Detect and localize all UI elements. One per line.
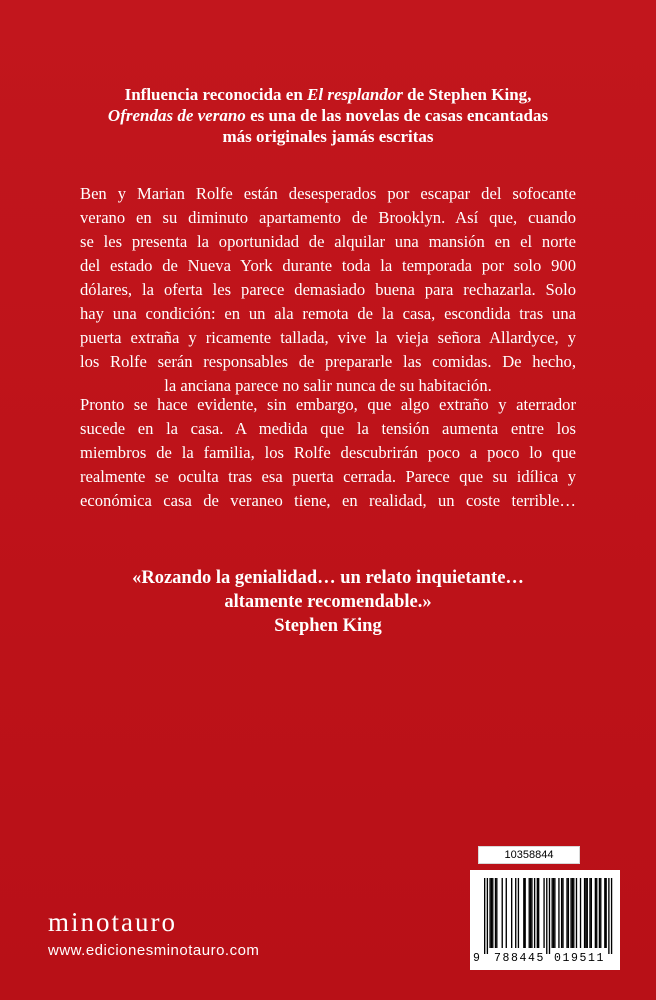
barcode-bar	[606, 878, 607, 948]
text-line: del estado de Nueva York durante toda la temporada por solo 900	[80, 256, 576, 275]
tagline-line-3: más originales jamás escritas	[222, 127, 434, 146]
barcode-bar	[599, 878, 600, 948]
barcode-bar	[534, 878, 535, 948]
barcode-bar	[502, 878, 503, 948]
barcode-lead-digit: 9	[473, 952, 480, 965]
barcode-bar	[523, 878, 524, 948]
barcode-bar	[562, 878, 563, 948]
barcode-bar	[549, 878, 550, 954]
barcode-bar	[495, 878, 496, 948]
barcode-bar	[543, 878, 544, 948]
barcode-bar	[584, 878, 585, 948]
barcode-bar	[611, 878, 612, 954]
tagline-text: de Stephen King,	[402, 85, 532, 104]
barcode-group-1: 788445	[494, 952, 546, 965]
barcode-bar	[484, 878, 485, 954]
barcode-bar	[585, 878, 586, 948]
tagline-text: Influencia reconocida en	[124, 85, 308, 104]
text-line: sucede en la casa. A medida que la tensión aumenta entre los	[80, 419, 576, 438]
review-quote	[70, 566, 586, 638]
publisher-website: www.edicionesminotauro.com	[48, 942, 260, 959]
barcode-bar	[587, 878, 588, 948]
barcode-bar	[570, 878, 571, 948]
book-title-ofrendas-de-verano: Ofrendas de verano	[107, 106, 246, 125]
quote-author: Stephen King	[274, 616, 382, 636]
text-line: se les presenta la oportunidad de alquilar una mansión en el norte	[80, 232, 576, 251]
barcode-bar	[595, 878, 596, 948]
barcode-bar	[561, 878, 562, 948]
barcode-bar	[608, 878, 609, 954]
text-line: Pronto se hace evidente, sin embargo, que algo extraño y aterrador	[80, 395, 576, 414]
barcode-bar	[554, 878, 555, 948]
text-line: verano en su diminuto apartamento de Brooklyn. Así que, cuando	[80, 208, 576, 227]
quote-line-2: altamente recomendable.»	[224, 592, 432, 612]
barcode-bar	[580, 878, 581, 948]
barcode-bar	[529, 878, 530, 948]
barcode-bar	[511, 878, 512, 948]
barcode-bar	[552, 878, 553, 948]
barcode-bar	[492, 878, 493, 948]
tagline-text: es una de las novelas de casas encantadas	[245, 106, 549, 125]
isbn-barcode	[470, 870, 620, 970]
barcode-bar	[553, 878, 554, 948]
barcode-bar	[496, 878, 497, 948]
barcode-bar	[576, 878, 577, 948]
text-line: dólares, la oferta les parece demasiado buena para rechazarla. Solo	[80, 280, 576, 299]
barcode-bar	[515, 878, 516, 948]
text-line: los Rolfe serán responsables de prepararle las comidas. De hecho,	[80, 352, 576, 371]
text-line: miembros de la familia, los Rolfe descubrirán poco a poco lo que	[80, 443, 576, 462]
synopsis-paragraph-1	[80, 182, 576, 398]
barcode-bar	[558, 878, 559, 948]
barcode-bar	[573, 878, 574, 948]
barcode-bar	[491, 878, 492, 948]
text-line: puerta extraña y ricamente tallada, vive la vieja señora Allardyce, y	[80, 328, 576, 347]
barcode-digits	[470, 950, 620, 968]
barcode-bar	[531, 878, 532, 948]
sticker-code: 10358844	[478, 846, 580, 864]
barcode-bar	[546, 878, 547, 954]
barcode-bar	[572, 878, 573, 948]
barcode-bar	[589, 878, 590, 948]
barcode-bar	[506, 878, 507, 948]
barcode-bar	[489, 878, 490, 948]
tagline-line-2	[70, 105, 586, 126]
barcode-bar	[538, 878, 539, 948]
barcode-bar	[566, 878, 567, 948]
tagline-line-1	[70, 84, 586, 105]
barcode-bar	[600, 878, 601, 948]
barcode-bar	[591, 878, 592, 948]
tagline	[70, 84, 586, 147]
barcode-bar	[568, 878, 569, 948]
barcode-bar	[530, 878, 531, 948]
barcode-bar	[596, 878, 597, 948]
barcode-bar	[487, 878, 488, 954]
text-line: económica casa de veraneo tiene, en realidad, un coste terrible…	[80, 491, 576, 510]
barcode-bar	[537, 878, 538, 948]
barcode-bar	[604, 878, 605, 948]
barcode-bar	[525, 878, 526, 948]
synopsis-paragraph-2	[80, 393, 576, 513]
publisher-logo: minotauro	[48, 907, 177, 937]
quote-line-1: «Rozando la genialidad… un relato inquietante…	[132, 568, 524, 588]
text-line: la anciana parece no salir nunca de su habitación.	[164, 376, 492, 395]
barcode-group-2: 019511	[554, 952, 606, 965]
text-line: hay una condición: en un ala remota de la casa, escondida tras una	[80, 304, 576, 323]
book-title-el-resplandor: El resplandor	[307, 85, 403, 104]
barcode-bar	[518, 878, 519, 948]
text-line: Ben y Marian Rolfe están desesperados por escapar del sofocante	[80, 184, 576, 203]
text-line: realmente se oculta tras esa puerta cerrada. Parece que su idílica y	[80, 467, 576, 486]
